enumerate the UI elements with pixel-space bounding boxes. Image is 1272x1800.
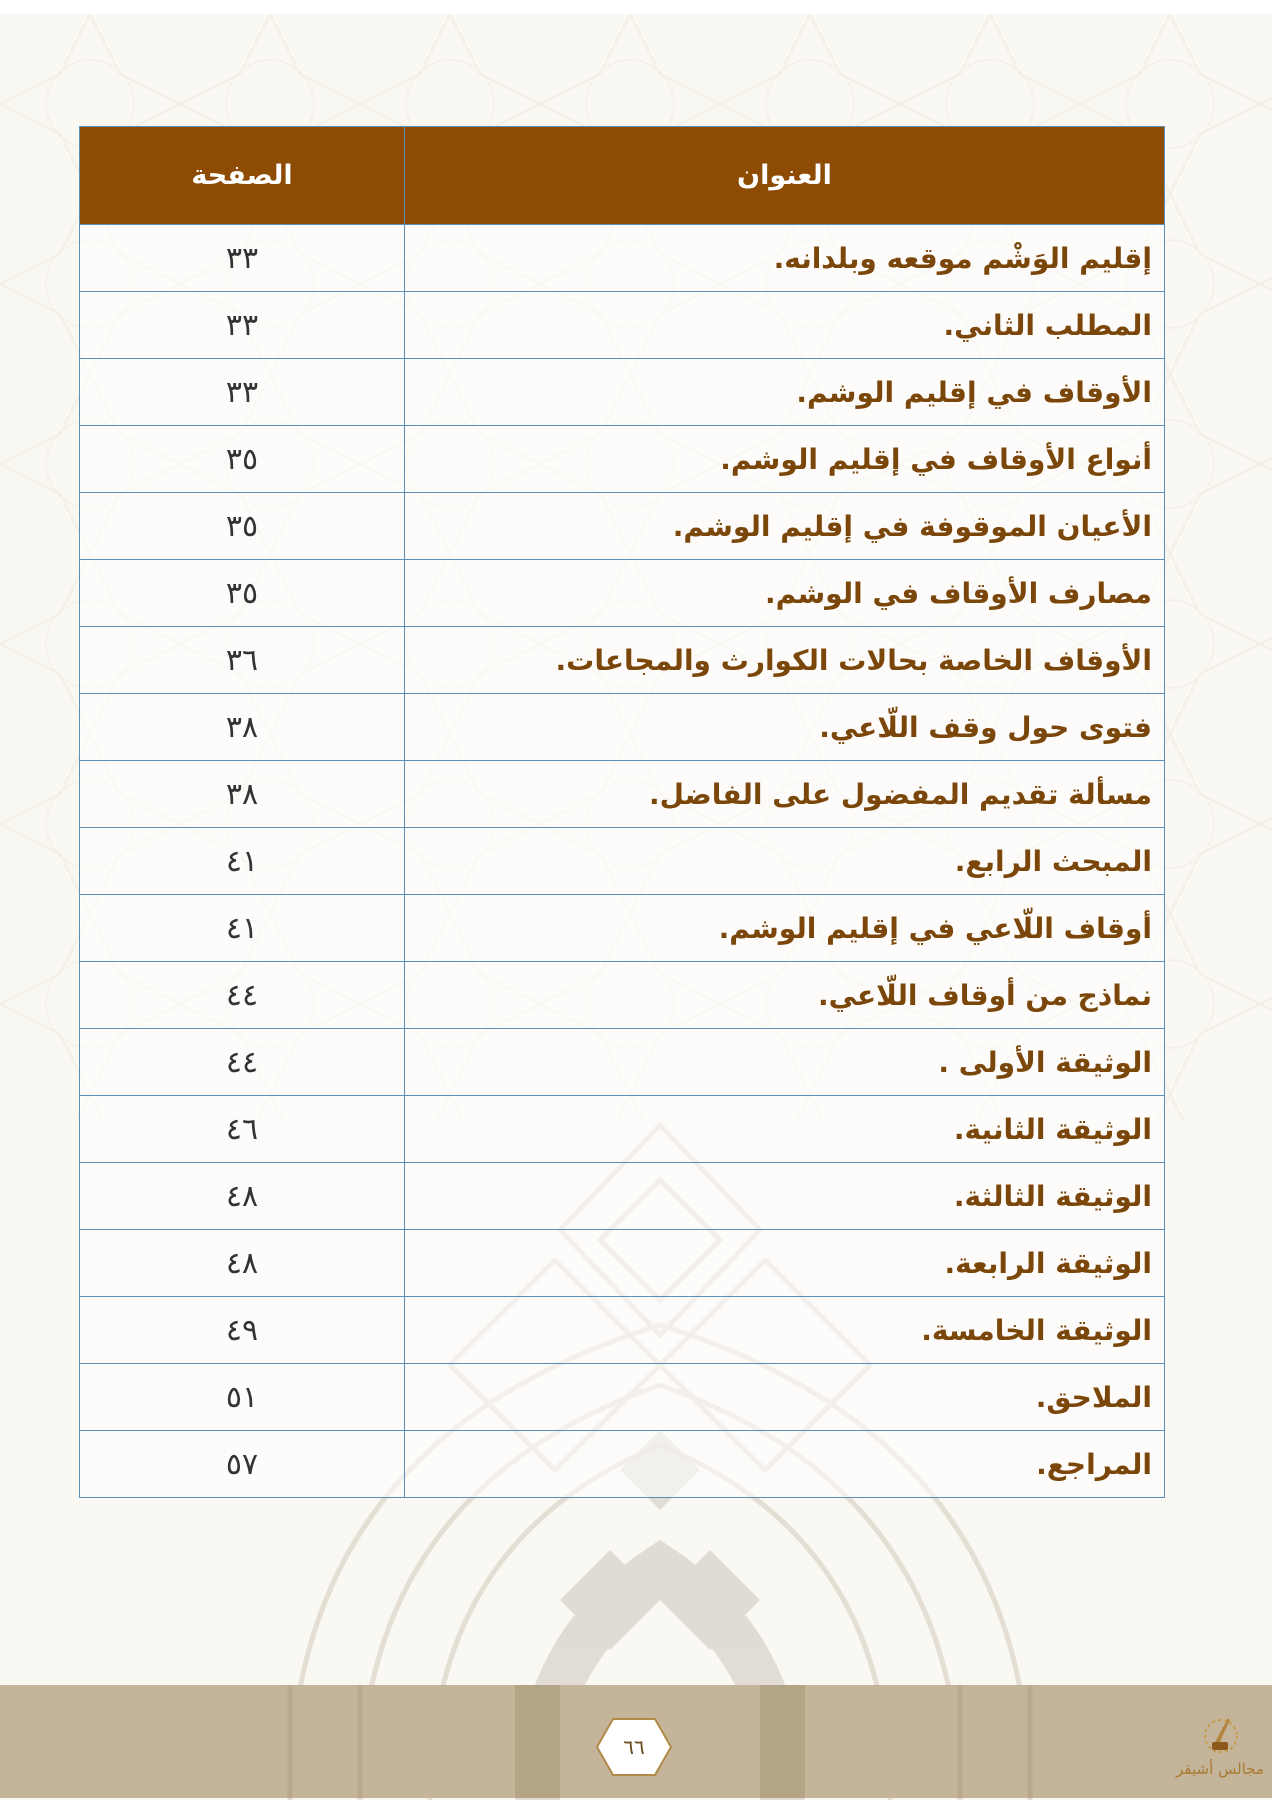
table-row <box>80 895 1165 962</box>
table-body <box>80 225 1165 1498</box>
entry-title: مصارف الأوقاف في الوشم. <box>405 560 1165 627</box>
entry-page-number: ٥١ <box>80 1364 405 1431</box>
table-row <box>80 426 1165 493</box>
entry-page-number: ٤١ <box>80 828 405 895</box>
table-row <box>80 1029 1165 1096</box>
entry-title: الوثيقة الرابعة. <box>405 1230 1165 1297</box>
entry-title: المراجع. <box>405 1431 1165 1498</box>
entry-page-number: ٣٣ <box>80 292 405 359</box>
entry-title: الأوقاف في إقليم الوشم. <box>405 359 1165 426</box>
entry-page-number: ٣٥ <box>80 560 405 627</box>
top-band <box>0 0 1272 14</box>
entry-title: مسألة تقديم المفضول على الفاضل. <box>405 761 1165 828</box>
table-row <box>80 1096 1165 1163</box>
entry-page-number: ٣٥ <box>80 493 405 560</box>
publisher-logo <box>1178 1710 1264 1794</box>
entry-page-number: ٣٣ <box>80 225 405 292</box>
header-title: العنوان <box>405 127 1165 225</box>
table-row <box>80 359 1165 426</box>
table-row <box>80 1163 1165 1230</box>
table-row <box>80 962 1165 1029</box>
entry-page-number: ٤٩ <box>80 1297 405 1364</box>
entry-title: الأعيان الموقوفة في إقليم الوشم. <box>405 493 1165 560</box>
table-row <box>80 1431 1165 1498</box>
entry-title: الوثيقة الثانية. <box>405 1096 1165 1163</box>
entry-title: أنواع الأوقاف في إقليم الوشم. <box>405 426 1165 493</box>
table-row <box>80 1230 1165 1297</box>
entry-page-number: ٣٣ <box>80 359 405 426</box>
entry-title: الأوقاف الخاصة بحالات الكوارث والمجاعات. <box>405 627 1165 694</box>
entry-page-number: ٥٧ <box>80 1431 405 1498</box>
entry-page-number: ٣٦ <box>80 627 405 694</box>
entry-title: فتوى حول وقف اللّاعي. <box>405 694 1165 761</box>
entry-page-number: ٣٥ <box>80 426 405 493</box>
entry-title: المبحث الرابع. <box>405 828 1165 895</box>
table-header-row <box>80 127 1165 225</box>
entry-title: نماذج من أوقاف اللّاعي. <box>405 962 1165 1029</box>
entry-page-number: ٤٦ <box>80 1096 405 1163</box>
entry-title: الوثيقة الثالثة. <box>405 1163 1165 1230</box>
quill-ink-icon <box>1198 1710 1244 1758</box>
table-row <box>80 761 1165 828</box>
table-row <box>80 292 1165 359</box>
entry-page-number: ٤٨ <box>80 1230 405 1297</box>
table-row <box>80 225 1165 292</box>
entry-page-number: ٤١ <box>80 895 405 962</box>
table-row <box>80 493 1165 560</box>
entry-page-number: ٣٨ <box>80 761 405 828</box>
page-number: ٦٦ <box>623 1735 645 1759</box>
entry-title: أوقاف اللّاعي في إقليم الوشم. <box>405 895 1165 962</box>
page-number-badge <box>593 1715 675 1779</box>
logo-text: مجالس أشيقر <box>1176 1760 1264 1778</box>
table-row <box>80 1364 1165 1431</box>
table-row <box>80 560 1165 627</box>
entry-title: إقليم الوَشْم موقعه وبلدانه. <box>405 225 1165 292</box>
entry-page-number: ٤٤ <box>80 962 405 1029</box>
entry-title: المطلب الثاني. <box>405 292 1165 359</box>
table-of-contents <box>79 126 1165 1498</box>
entry-title: الوثيقة الخامسة. <box>405 1297 1165 1364</box>
header-page: الصفحة <box>80 127 405 225</box>
table-row <box>80 1297 1165 1364</box>
entry-page-number: ٤٨ <box>80 1163 405 1230</box>
table-row <box>80 828 1165 895</box>
entry-title: الملاحق. <box>405 1364 1165 1431</box>
entry-page-number: ٣٨ <box>80 694 405 761</box>
entry-page-number: ٤٤ <box>80 1029 405 1096</box>
table-row <box>80 627 1165 694</box>
table-row <box>80 694 1165 761</box>
entry-title: الوثيقة الأولى . <box>405 1029 1165 1096</box>
